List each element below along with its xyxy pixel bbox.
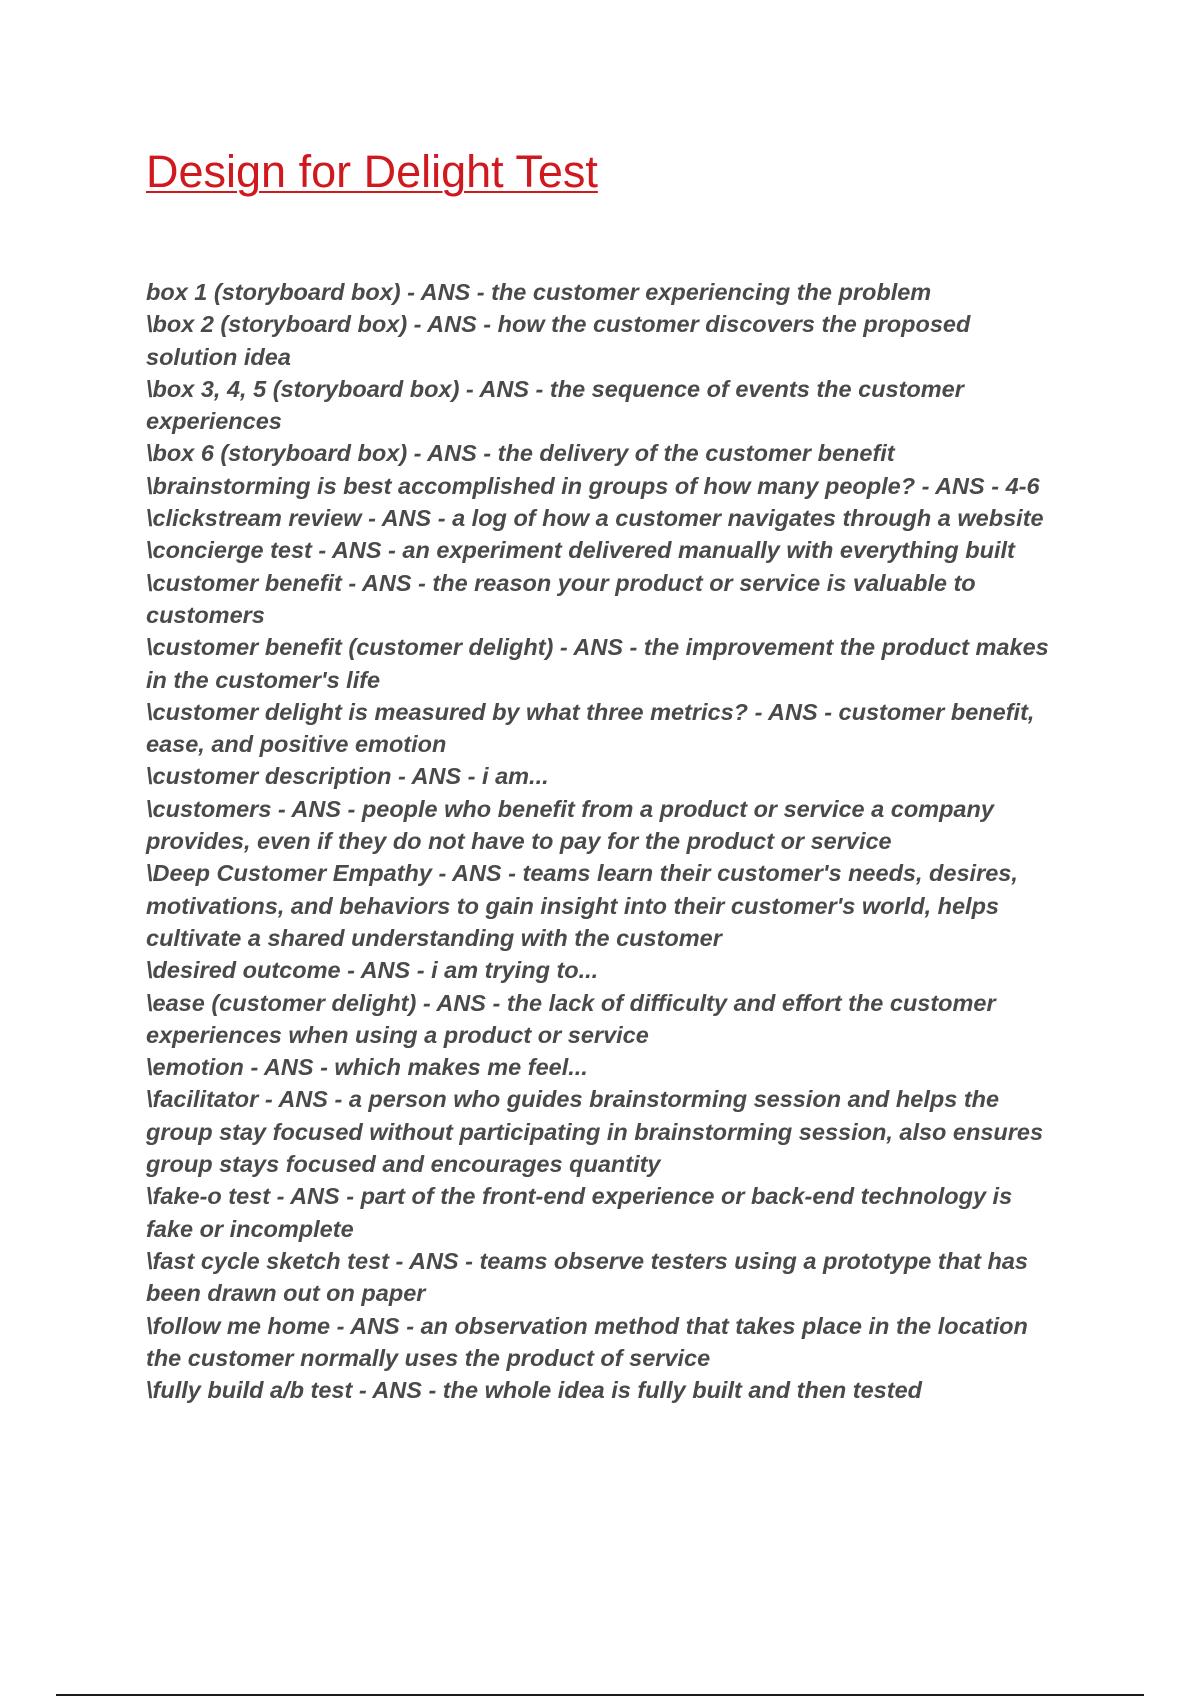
flashcard-entry: \box 3, 4, 5 (storyboard box) - ANS - the sequence of events the customer experiences — [146, 375, 964, 435]
flashcard-entry: \customers - ANS - people who benefit from a product or service a company provides, even if they do not have to pay for the product or service — [146, 795, 994, 855]
flashcard-entry: \emotion - ANS - which makes me feel... — [146, 1054, 588, 1081]
flashcard-entry: \ease (customer delight) - ANS - the lack of difficulty and effort the customer experiences when using a product or service — [146, 989, 996, 1048]
flashcard-entry: \Deep Customer Empathy - ANS - teams learn their customer's needs, desires, motivations, and behaviors to gain insight into their customer's world, helps cultivate a shared understanding with the customer — [146, 860, 1018, 951]
flashcard-entry: \fake-o test - ANS - part of the front-end experience or back-end technology is fake or incomplete — [146, 1183, 1013, 1242]
footer-divider — [56, 1694, 1144, 1696]
flashcard-entry: \brainstorming is best accomplished in groups of how many people? - ANS - 4-6 — [146, 472, 1040, 499]
flashcard-entry: \fast cycle sketch test - ANS - teams observe testers using a prototype that has been drawn out on paper — [146, 1247, 1028, 1307]
flashcard-entry: \fully build a/b test - ANS - the whole idea is fully built and then tested — [146, 1377, 922, 1404]
flashcard-entry: \clickstream review - ANS - a log of how a customer navigates through a website — [146, 505, 1044, 532]
flashcard-entry: \box 6 (storyboard box) - ANS - the delivery of the customer benefit — [146, 440, 895, 467]
flashcard-entry: \customer benefit (customer delight) - ANS - the improvement the product makes in the customer's life — [146, 634, 1049, 693]
flashcard-entry: \customer delight is measured by what three metrics? - ANS - customer benefit, ease, and positive emotion — [146, 698, 1035, 758]
document-title: Design for Delight Test — [146, 146, 598, 197]
flashcard-entry: \concierge test - ANS - an experiment delivered manually with everything built — [146, 537, 1015, 564]
flashcard-entry: box 1 (storyboard box) - ANS - the customer experiencing the problem — [146, 279, 932, 305]
flashcard-entry: \customer benefit - ANS - the reason your product or service is valuable to customers — [146, 569, 976, 628]
flashcard-entry: \desired outcome - ANS - i am trying to... — [146, 957, 599, 984]
flashcard-list — [146, 276, 1086, 1406]
flashcard-entry: \follow me home - ANS - an observation method that takes place in the location the customer normally uses the product of service — [146, 1312, 1028, 1371]
flashcard-entry: \facilitator - ANS - a person who guides brainstorming session and helps the group stay focused without participating in brainstorming session, also ensures group stays focused and encourages quantity — [146, 1086, 1044, 1178]
flashcard-entry: \customer description - ANS - i am... — [146, 763, 549, 790]
flashcard-entry: \box 2 (storyboard box) - ANS - how the customer discovers the proposed solution idea — [146, 311, 971, 370]
